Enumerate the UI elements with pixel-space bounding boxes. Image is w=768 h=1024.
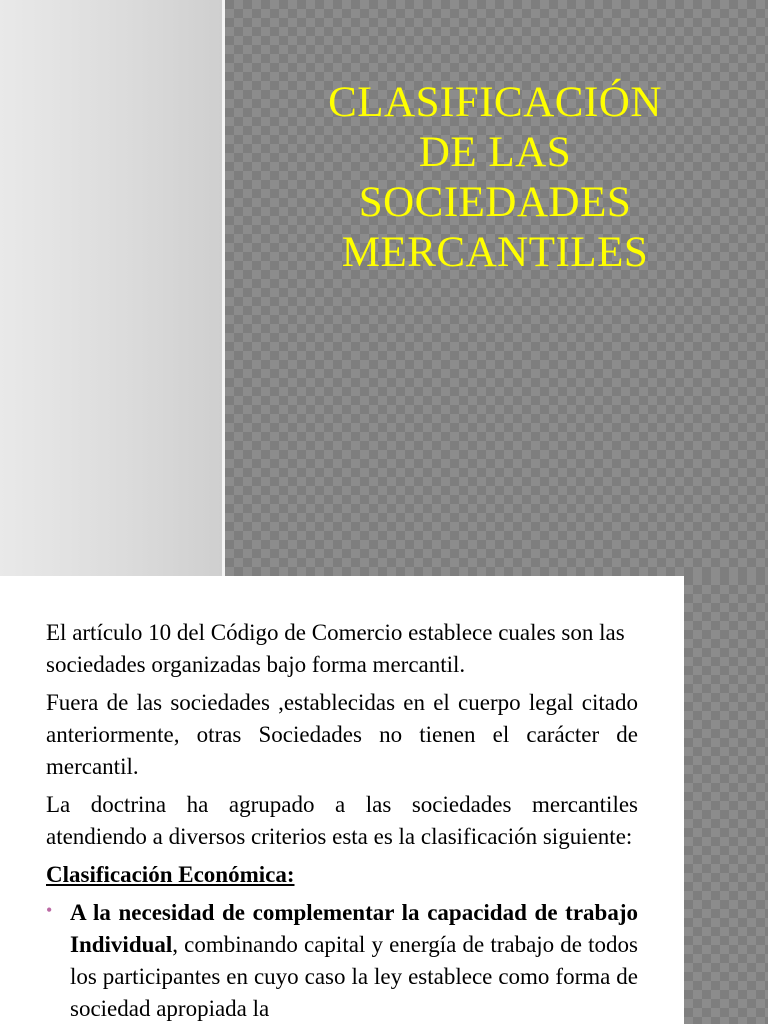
bullet-item — [46, 897, 638, 1024]
slide-title-line: DE LAS — [418, 129, 572, 176]
title-slide-left-panel — [0, 0, 222, 576]
paragraph: El artículo 10 del Código de Comercio establece cuales son las sociedades organizadas bajo forma mercantil. — [46, 620, 625, 677]
bullet-text: , combinando capital y energía de trabajo de todos los participantes en cuyo caso la ley establece como forma de sociedad apropiada la — [70, 932, 638, 1021]
slide-title-line: SOCIEDADES — [358, 179, 632, 226]
paragraph: La doctrina ha agrupado a las sociedades mercantiles atendiendo a diversos criterios esta es la clasificación siguiente: — [46, 792, 638, 849]
slide-title — [290, 78, 700, 278]
paragraph: Fuera de las sociedades ,establecidas en el cuerpo legal citado anteriormente, otras Sociedades no tienen el carácter de mercantil. — [46, 690, 638, 779]
bullet-bold-text: A la necesidad de complementar la capacidad de trabajo Individual — [70, 900, 638, 957]
slide-title-line: MERCANTILES — [341, 229, 649, 276]
content-body — [46, 617, 638, 1024]
content-slide-pattern-strip — [684, 576, 768, 1024]
section-heading: Clasificación Económica: — [46, 862, 295, 887]
bullet-dot-icon: • — [46, 900, 53, 920]
content-slide — [0, 576, 768, 1024]
slide-title-line: CLASIFICACIÓN — [328, 79, 662, 126]
